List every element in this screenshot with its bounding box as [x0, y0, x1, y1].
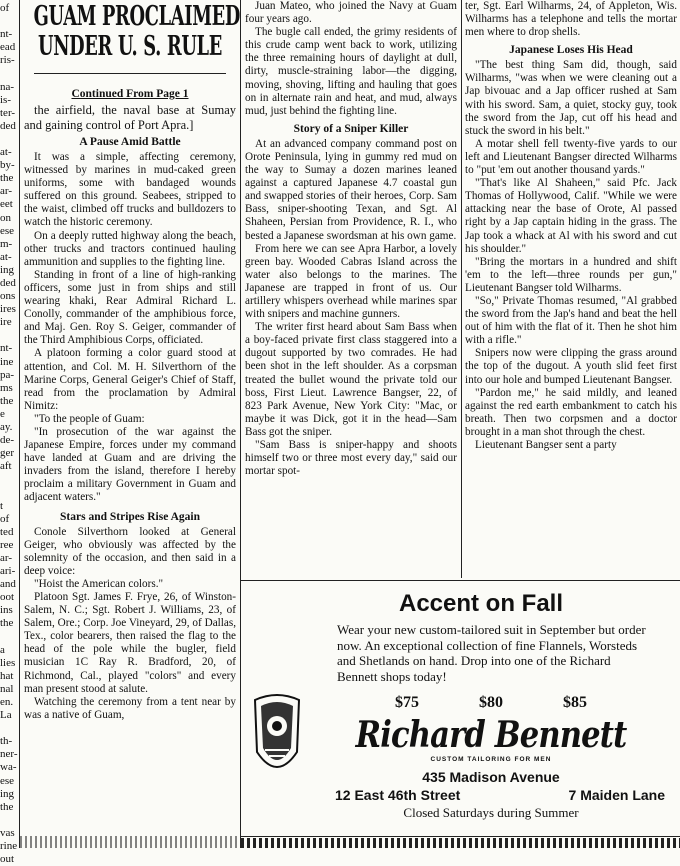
fragment-line: ris- — [0, 54, 15, 67]
ad-title: Accent on Fall — [398, 590, 564, 617]
paragraph: Watching the ceremony from a tent near by was a native of Guam, — [24, 695, 236, 721]
store-addresses — [335, 787, 665, 803]
paragraph: Standing in front of a line of high-ranking officers, some just in from ships and still wearing khaki, Rear Admiral Richard L. Conolly, commander of the amphibious force, and Maj. Gen. Roy S. Geiger, commander of the Third Amphibious Corps, officiated. — [24, 268, 236, 347]
headline-line-1: GUAM PROCLAIMED — [33, 1, 241, 32]
fragment-line: ree — [0, 538, 14, 551]
paragraph: The writer first heard about Sam Bass when a boy-faced private first class staggered into a dugout supported by two comrades. He had been shot in the left shoulder. As a corpsman treated the bullet wound the private told our boss, First Lieut. Lawrence Bangser, 22, of 823 Park Avenue, New York City: "Mac, or maybe it was Dick, got it in the head—Sam Bass got the sniper. — [245, 321, 457, 438]
left-edge-fragments — [0, 2, 18, 866]
fragment-line: ner- — [0, 748, 18, 761]
price-list — [365, 694, 617, 712]
fragment-line: ire — [0, 316, 12, 329]
fragment-line: en. — [0, 695, 14, 708]
headline — [24, 1, 241, 62]
paragraph: A motar shell fell twenty-five yards to our left and Lieutenant Bangser directed Wilharms to "put 'em out another thousand yards." — [465, 137, 677, 177]
paragraph: "So," Private Thomas resumed, "Al grabbed the sword from the Jap's hand and beat the hell out of him with the flat of it. Then he shot him with a rifle." — [465, 294, 677, 347]
fragment-line: pa- — [0, 368, 15, 381]
fragment-line: aft — [0, 460, 12, 473]
fragment-line: eet — [0, 198, 13, 211]
paragraph: On a deeply rutted highway along the beach, other trucks and tractors continued hauling ammunition and supplies to the fighting line. — [24, 229, 236, 268]
fragment-line: nt- — [0, 342, 13, 355]
ad-top-rule — [241, 580, 680, 581]
paragraph: "Pardon me," he said mildly, and leaned against the red earth embankment to catch his breath. Then two corpsmen and a doctor brought in a man shot through the chest. — [465, 386, 677, 438]
fragment-line: on — [0, 211, 11, 224]
paragraph: "Bring the mortars in a hundred and shift 'em to the left—three rounds per gun," Lieutenant Bangser told Wilharms. — [465, 255, 677, 294]
fragment-line: ded — [0, 119, 16, 132]
bracket-paragraph: the airfield, the naval base at Sumay and gaining control of Port Apra.] — [24, 103, 236, 132]
fragment-line — [0, 631, 18, 644]
paragraph: Lieutenant Bangser sent a party — [475, 439, 617, 451]
paragraph: Snipers now were clipping the grass around the top of the dugout. A youth slid feet first into our hole and bumped Lieutenant Bangser. — [465, 347, 677, 386]
column-rule — [461, 0, 462, 578]
paragraph: "To the people of Guam: — [34, 412, 145, 425]
column-rule — [19, 0, 20, 848]
fragment-line: ese — [0, 224, 15, 237]
paragraph: Platoon Sgt. James F. Frye, 26, of Winston-Salem, N. C.; Sgt. Robert J. Williams, 23, of Salem, Ore.; Corp. Joe Vineyard, 29, of Dallas, Tex., color bearers, then raised the flag to the head of the pole while the bugler, field musician 1C Ray R. Bradford, 20, of Richmond, Cal., played "colors" and every man present stood at salute. — [24, 591, 236, 695]
fragment-line: vas — [0, 826, 15, 839]
paragraphs — [465, 59, 677, 452]
fragment-line: oot — [0, 591, 15, 604]
continued-note: Continued From Page 1 — [71, 88, 189, 100]
subhead-pause-amid-battle: A Pause Amid Battle — [79, 136, 181, 148]
fragment-line: the — [0, 617, 14, 630]
fragment-line: t — [0, 499, 4, 512]
fragment-line: rine — [0, 840, 18, 852]
fragment-line — [0, 67, 18, 80]
fragment-line: ay. — [0, 421, 13, 433]
fragment-line: La — [0, 709, 12, 722]
fragment-line: of — [0, 2, 10, 14]
paragraph: At an advanced company command post on Orote Peninsula, lying in gummy red mud on the way to Sumay a dozen marines leaned against a captured Japanese 4.7 coastal gun and swapped stories of their heroes, Corp. Sam Bass, sniper-shooting Texan, and Sgt. Al Shaheen, Persian from Providence, R. I., who bested a Japanese swordsman at his own game. — [245, 137, 457, 242]
store-left: 12 East 46th Street — [335, 787, 461, 803]
paragraphs-1 — [24, 151, 236, 505]
fragment-line: e — [0, 407, 5, 420]
store-hours: Closed Saturdays during Summer — [403, 805, 579, 820]
fragment-line: ded — [0, 276, 16, 289]
fragment-line: of — [0, 512, 10, 525]
paragraphs — [245, 138, 457, 478]
fragment-line: out — [0, 853, 15, 866]
fragment-line: ing — [0, 263, 15, 276]
subhead-sniper-killer: Story of a Sniper Killer — [293, 122, 409, 135]
paragraph: "That's like Al Shaheen," said Pfc. Jack Thomas of Hollywood, Calif. "While we were attacking near the base of Orote, Al passed right by a Jap captain hiding in the grass. The Jap took a whack at Al with his sword and cut his shoulder." — [465, 177, 677, 255]
price-1: $75 — [395, 694, 419, 711]
fragment-line: ires — [0, 303, 16, 316]
fragment-line: m- — [0, 237, 13, 250]
fragment-line: is- — [0, 93, 11, 106]
subhead-stars-and-stripes: Stars and Stripes Rise Again — [60, 510, 200, 523]
fragment-line — [0, 722, 18, 735]
paragraph: "In prosecution of the war against the Japanese Empire, forces under my command have landed at Guam and are driving the invaders from the island, therefore I hereby proclaim a military Government in Guam and adjacent waters." — [24, 425, 236, 504]
brand-tagline: CUSTOM TAILORING FOR MEN — [430, 756, 552, 763]
crest-icon — [247, 692, 307, 784]
fragment-line: hat — [0, 669, 14, 682]
paragraphs-top — [245, 0, 457, 118]
fragment-line: ead — [0, 41, 16, 54]
fragment-line: th- — [0, 735, 13, 748]
article-column-1 — [24, 0, 241, 848]
column-3-opening: ter, Sgt. Earl Wilharms, 24, of Appleton, Wis. Wilharms has a telephone and tells the mortar men where to drop shells. — [465, 0, 677, 39]
fragment-line — [0, 133, 18, 146]
paragraph: Juan Mateo, who joined the Navy at Guam four years ago. — [245, 0, 457, 26]
paragraph: The bugle call ended, the grimy residents of this crude camp went back to work, utilizing the three remaining hours of daylight at dull, dirty, muscle-straining labor—the digging, moving, shoving, lifting and hauling that goes on in alternate rain and heat, and mud, always mud, just behind the fighting line. — [245, 26, 457, 117]
fragment-line: at- — [0, 146, 12, 159]
fragment-line: ar- — [0, 185, 12, 198]
article-column-2 — [245, 0, 457, 578]
fragment-line: at- — [0, 250, 12, 263]
fragment-line: ins — [0, 604, 13, 617]
fragment-line — [0, 473, 18, 486]
richard-bennett-ad — [245, 584, 677, 834]
price-2: $80 — [479, 694, 503, 711]
fragment-line: ms — [0, 381, 13, 394]
fragment-list — [0, 2, 18, 866]
ad-border-strip — [241, 838, 680, 848]
paragraph: From here we can see Apra Harbor, a lovely green bay. Wooded Cabras Island across the water also belongs to the marines. The Japanese are trapped in front of us. Our artillery whispers overhead while marines spar with snipers and machine gunners. — [245, 242, 457, 321]
fragment-line — [0, 814, 18, 827]
subhead-japanese-loses-head: Japanese Loses His Head — [509, 44, 633, 57]
column-rule — [240, 0, 241, 848]
ad-bottom-rule — [241, 836, 680, 837]
bottom-left-strip — [20, 836, 240, 848]
fragment-line: by- — [0, 159, 15, 172]
fragment-line: ine — [0, 355, 14, 368]
fragment-line: wa- — [0, 761, 17, 774]
price-3: $85 — [563, 694, 587, 711]
fragment-line — [0, 329, 18, 342]
fragment-line: de- — [0, 434, 15, 447]
fragment-line: the — [0, 800, 14, 813]
fragment-line: the — [0, 172, 14, 185]
paragraphs-2 — [24, 526, 236, 722]
fragment-line: na- — [0, 80, 15, 93]
fragment-line: a — [0, 643, 5, 656]
paragraph: "The best thing Sam did, though, said Wilharms, "was when we were cleaning out a Jap bivouac and a Jap officer rushed at Sam with his sword. Sam, a quiet, stocky guy, took the sword from the Jap, cut off his head and stuck the sword in his belt." — [465, 59, 677, 137]
main-address: 435 Madison Avenue — [422, 769, 560, 785]
brand-name: Richard Bennett — [355, 714, 627, 756]
fragment-line: nal — [0, 682, 14, 695]
crest-emblem — [247, 692, 307, 784]
article-column-3 — [465, 0, 677, 578]
ad-body: Wear your new custom-tailored suit in September but order now. An exceptional collection of fine Flannels, Worsteds and Shetlands on hand. Drop into one of the Richard Bennett shops today! — [337, 622, 646, 684]
fragment-line: lies — [0, 656, 16, 669]
headline-line-2: UNDER U. S. RULE — [37, 31, 223, 62]
fragment-line: ar- — [0, 551, 12, 564]
fragment-line: ing — [0, 787, 15, 800]
paragraph: "Sam Bass is sniper-happy and shoots himself two or three most every day," said our mortar spot- — [245, 439, 457, 478]
fragment-line: the — [0, 394, 14, 407]
paragraph: Conole Silverthorn looked at General Geiger, who obviously was affected by the solemnity of the occasion, and then said in a deep voice: — [24, 525, 236, 577]
fragment-line: ons — [0, 290, 16, 303]
fragment-line: ari- — [0, 565, 16, 578]
paragraph: A platoon forming a color guard stood at attention, and Col. M. H. Silverthorn of the Marine Corps, General Geiger's Chief of Staff, read from the proclamation by Admiral Nimitz: — [24, 347, 236, 412]
store-right: 7 Maiden Lane — [568, 787, 665, 803]
fragment-line: ese — [0, 774, 15, 787]
fragment-line — [0, 15, 18, 28]
paragraph: It was a simple, affecting ceremony, witnessed by marines in mud-caked green uniforms, some with bandaged wounds suffered on this ground. Seabees, stripped to the waist, climbed off trucks and bulldozers to watch the historic ceremony. — [24, 151, 236, 229]
fragment-line: ger — [0, 447, 15, 460]
fragment-line: and — [0, 578, 16, 591]
paragraph: "Hoist the American colors." — [34, 577, 164, 590]
fragment-line: ted — [0, 525, 14, 538]
headline-rule — [34, 73, 226, 74]
fragment-line: nt- — [0, 28, 13, 41]
fragment-line — [0, 486, 18, 499]
fragment-line: ter- — [0, 106, 16, 119]
